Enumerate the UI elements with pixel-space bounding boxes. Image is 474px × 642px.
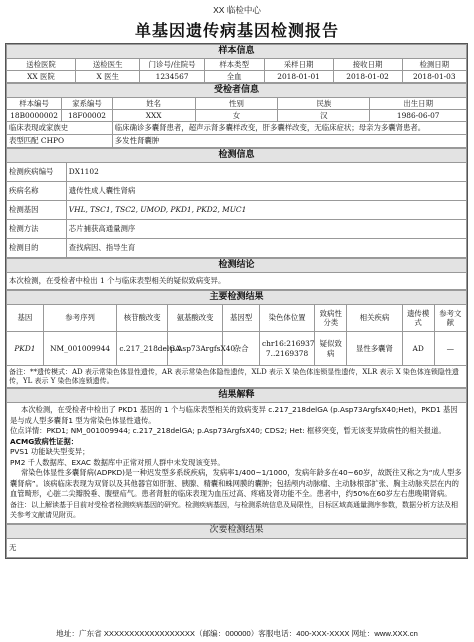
genes-label: 检测基因 — [7, 201, 67, 220]
table-row — [7, 332, 467, 366]
results-col-pathogenicity: 致病性分类 — [315, 305, 347, 332]
results-col-amino: 氨基酸改变 — [167, 305, 222, 332]
genes-value: VHL, TSC1, TSC2, UMOD, PKD1, PKD2, MUC1 — [66, 201, 466, 220]
report-title: 单基因遗传病基因检测报告 — [134, 21, 339, 40]
acmg-evidence-title: ACMG致病性证据： — [10, 436, 79, 446]
subject-col-family-no: 家系编号 — [62, 98, 113, 110]
subject-family-no: 18F00002 — [62, 110, 113, 122]
disease-name-label: 疾病名称 — [7, 182, 67, 201]
sample-col-doctor: 送检医生 — [76, 59, 140, 71]
interpretation-paragraph-1: 本次检测，在受检者中检出了 PKD1 基因的 1 个与临床表型相关的致病变异 c.217_218delGA (p.Asp73ArgfsX40;Het)，PKD1 基因是与成人型多囊肾1 型为常染色体显性遗传。 — [10, 405, 458, 425]
main-results-heading: 主要检测结果 — [7, 291, 467, 305]
result-gene: PKD1 — [7, 332, 44, 366]
main-results-table — [6, 290, 467, 388]
subject-sex: 女 — [195, 110, 278, 122]
secondary-results-heading: 次要检测结果 — [7, 524, 467, 538]
subject-col-ethnicity: 民族 — [278, 98, 370, 110]
result-reference: — — [434, 332, 466, 366]
interpretation-site-detail: 位点详情：PKD1; NM_001009944; c.217_218delGA; p.Asp73ArgfsX40; CDS2; Het: 框移突变，暂无该变异致病性的相关报道。 — [10, 426, 446, 435]
results-note: 备注：**遗传模式：AD 表示常染色体显性遗传，AR 表示常染色体隐性遗传，XLD 表示 X 染色体连锁显性遗传，XLR 表示 X 染色体连锁隐性遗传，YL 表示 Y 染色体连锁遗传。 — [7, 366, 467, 388]
subject-info-table — [6, 83, 467, 148]
sample-collect-date: 2018-01-01 — [264, 71, 333, 83]
clinical-value: 临床确诊多囊肾患者，超声示肾多囊样改变，肝多囊样改变，无临床症状；母亲为多囊肾患者。 — [112, 122, 466, 135]
results-col-disease: 相关疾病 — [347, 305, 402, 332]
disease-description: 常染色体显性多囊肾病(ADPKD)是一种迟发型多系统疾病，发病率1/400~1/1000，发病年龄多在40~60岁，故既往又称之为“成人型多囊肾病”。该病临床表现为双肾以及其他器官如肝脏、胰腺、精囊和蛛网膜的囊肿；包括颅内动脉瘤、主动脉根部扩张、胸主动脉夹层在内的血管畸形，心脏二尖瓣脱垂、腹壁疝气。患者肾脏的临床表现为血压过高、疼痛及肾功能不全。患者中，约50%在60岁左右患晚期肾病。 — [10, 468, 462, 498]
purpose-label: 检测目的 — [7, 239, 67, 258]
hpo-label: 表型匹配 CHPO — [7, 135, 113, 148]
test-info-heading: 检测信息 — [7, 149, 467, 163]
sample-col-type: 样本类型 — [204, 59, 264, 71]
result-disease: 显性多囊肾 — [347, 332, 402, 366]
subject-birth: 1986-06-07 — [370, 110, 467, 122]
subject-info-heading: 受检者信息 — [7, 84, 467, 98]
result-pathogenicity: 疑似致病 — [315, 332, 347, 366]
clinical-label: 临床表现或家族史 — [7, 122, 113, 135]
interpretation-table — [6, 388, 467, 524]
method-value: 芯片捕获高通量测序 — [66, 220, 466, 239]
sample-col-patient-no: 门诊号/住院号 — [140, 59, 204, 71]
subject-sample-no: 18B0000002 — [7, 110, 62, 122]
conclusion-table — [6, 258, 467, 290]
sample-col-collect-date: 采样日期 — [264, 59, 333, 71]
sample-info-heading: 样本信息 — [7, 45, 467, 59]
test-info-table — [6, 148, 467, 258]
subject-col-sex: 性别 — [195, 98, 278, 110]
result-inheritance: AD — [402, 332, 434, 366]
sample-receive-date: 2018-01-02 — [333, 71, 402, 83]
test-id-label: 检测疾病编号 — [7, 163, 67, 182]
report-body — [5, 43, 468, 559]
interpretation-body — [7, 403, 467, 524]
sample-patient-no: 1234567 — [140, 71, 204, 83]
result-refseq: NM_001009944 — [43, 332, 117, 366]
sample-info-table — [6, 44, 467, 83]
results-col-reference: 参考文献 — [434, 305, 466, 332]
result-location: chr16:216937 7..2169378 — [259, 332, 314, 366]
subject-ethnicity: 汉 — [278, 110, 370, 122]
sample-doctor: X 医生 — [76, 71, 140, 83]
sample-col-test-date: 检测日期 — [402, 59, 466, 71]
secondary-results-value: 无 — [7, 538, 467, 557]
method-label: 检测方法 — [7, 220, 67, 239]
sample-type: 全血 — [204, 71, 264, 83]
interpretation-heading: 结果解释 — [7, 389, 467, 403]
conclusion-heading: 检测结论 — [7, 259, 467, 273]
report-footer: 地址：广东省 XXXXXXXXXXXXXXXXXX（邮编：000000）客服电话：400-XXX-XXXX 网址：www.XXX.cn — [56, 629, 418, 638]
purpose-value: 查找病因、指导生育 — [66, 239, 466, 258]
result-nucleotide: c.217_218delGA — [117, 332, 168, 366]
results-col-inheritance: 遗传模式 — [402, 305, 434, 332]
hpo-value: 多发性肾囊肿 — [112, 135, 466, 148]
subject-col-name: 姓名 — [112, 98, 195, 110]
interpretation-note: 备注：以上解读基于目前对受检者检测疾病基因的研究。检测疾病基因，与检测系统信息及局限性，目标区域高通量测序参数，数据分析方法及相关参考文献请见附页。 — [10, 500, 458, 519]
results-col-location: 染色体位置 — [259, 305, 314, 332]
subject-col-birth: 出生日期 — [370, 98, 467, 110]
sample-test-date: 2018-01-03 — [402, 71, 466, 83]
sample-col-hospital: 送检医院 — [7, 59, 76, 71]
subject-col-sample-no: 样本编号 — [7, 98, 62, 110]
acmg-pvs1: PVS1 功能缺失型变异； — [10, 447, 90, 456]
test-id-value: DX1102 — [66, 163, 466, 182]
conclusion-text: 本次检测，在受检者中检出 1 个与临床表型相关的疑似致病变异。 — [7, 273, 467, 290]
result-amino: p.Asp73ArgfsX40 — [167, 332, 222, 366]
subject-name: XXX — [112, 110, 195, 122]
sample-col-receive-date: 接收日期 — [333, 59, 402, 71]
sample-hospital: XX 医院 — [7, 71, 76, 83]
results-col-nucleotide: 核苷酸改变 — [117, 305, 168, 332]
result-genotype: 杂合 — [223, 332, 260, 366]
lab-center-label: XX 临检中心 — [213, 5, 261, 15]
results-col-genotype: 基因型 — [223, 305, 260, 332]
results-col-refseq: 参考序列 — [43, 305, 117, 332]
results-col-gene: 基因 — [7, 305, 44, 332]
acmg-pm2: PM2 千人数据库、EXAC 数据库中正常对照人群中未发现该变异。 — [10, 457, 225, 467]
disease-name-value: 遗传性成人囊性肾病 — [66, 182, 466, 201]
secondary-results-table — [6, 524, 467, 558]
